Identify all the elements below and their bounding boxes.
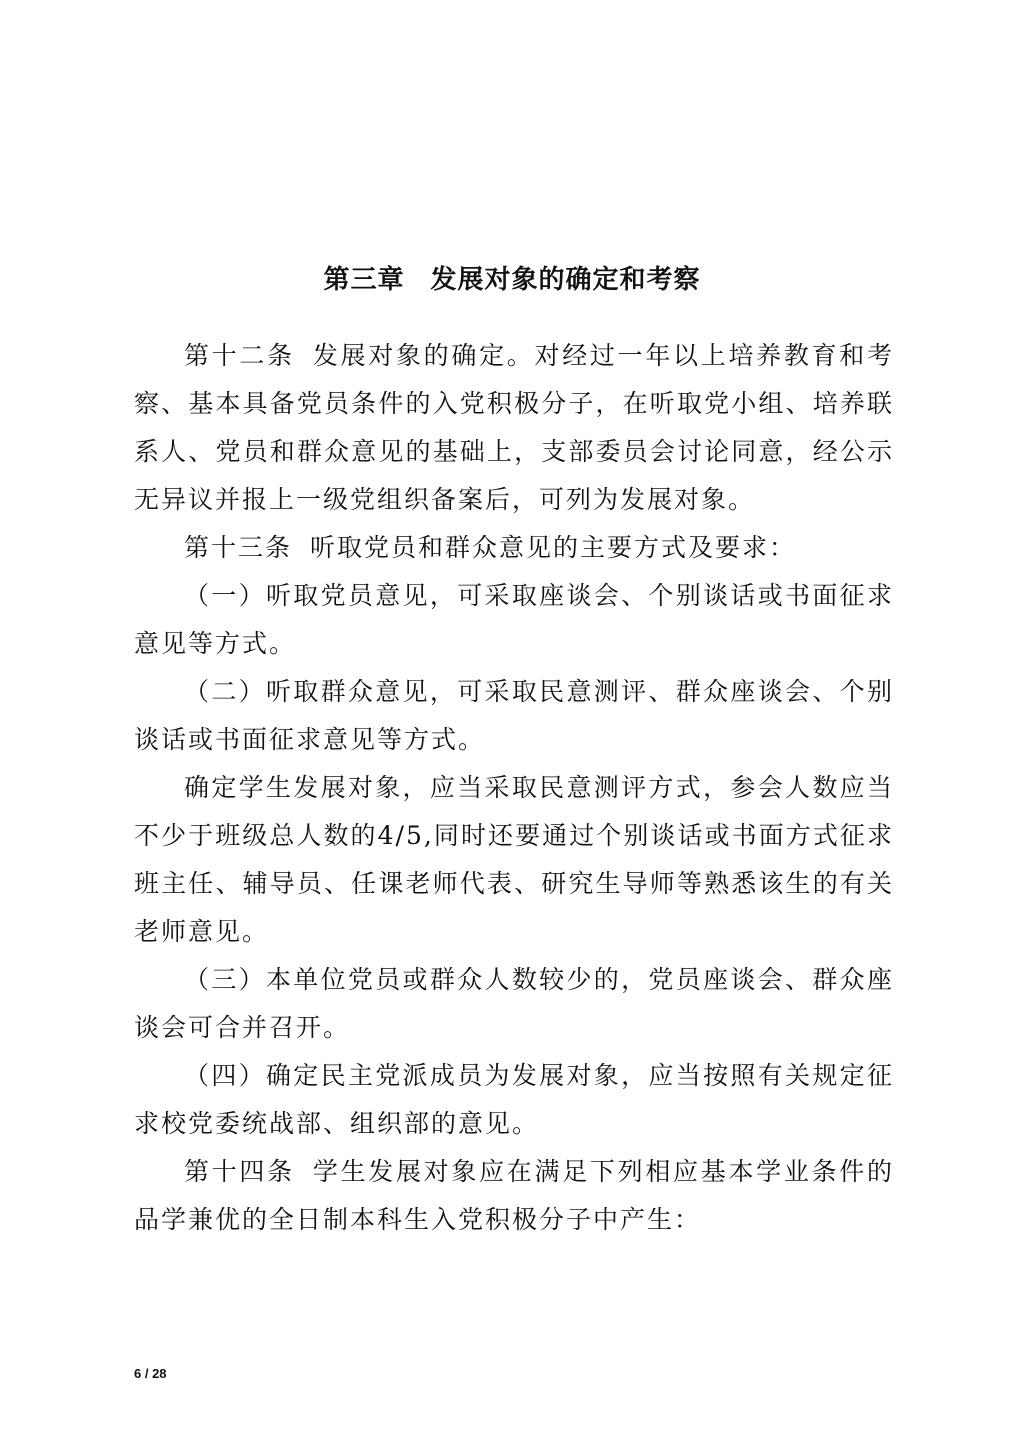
clause-2-paragraph [134, 668, 894, 764]
chapter-title [0, 260, 1024, 300]
article-13-paragraph [134, 524, 894, 572]
page-number: 6 / 28 [134, 1366, 167, 1381]
paragraph-text: 发展对象的确定。对经过一年以上培养教育和考察、基本具备党员条件的入党积极分子，在听取党小组、培养联系人、党员和群众意见的基础上，支部委员会讨论同意，经公示无异议并报上一级党组织备案后，可列为发展对象。 [134, 341, 894, 514]
clause-3-paragraph [134, 956, 894, 1052]
article-14-paragraph [134, 1148, 894, 1244]
article-number: 第十二条 [184, 341, 295, 370]
article-number: 第十三条 [184, 533, 293, 562]
paragraph-text: 听取党员和群众意见的主要方式及要求： [310, 533, 797, 562]
paragraph-text: （一）听取党员意见，可采取座谈会、个别谈话或书面征求意见等方式。 [134, 581, 894, 658]
paragraph-text: （四）确定民主党派成员为发展对象，应当按照有关规定征求校党委统战部、组织部的意见。 [134, 1061, 894, 1138]
paragraph-text: 学生发展对象应在满足下列相应基本学业条件的品学兼优的全日制本科生入党积极分子中产生： [134, 1157, 894, 1234]
chapter-number: 第三章 [323, 264, 405, 295]
paragraph-text: （二）听取群众意见，可采取民意测评、群众座谈会、个别谈话或书面征求意见等方式。 [134, 677, 894, 754]
clause-4-paragraph [134, 1052, 894, 1148]
clause-1-paragraph [134, 572, 894, 668]
article-number: 第十四条 [184, 1157, 295, 1186]
student-requirement-paragraph [134, 764, 894, 956]
paragraph-text: （三）本单位党员或群众人数较少的，党员座谈会、群众座谈会可合并召开。 [134, 965, 894, 1042]
paragraph-text: 确定学生发展对象，应当采取民意测评方式，参会人数应当不少于班级总人数的4/5,同时还要通过个别谈话或书面方式征求班主任、辅导员、任课老师代表、研究生导师等熟悉该生的有关老师意见。 [134, 773, 894, 946]
chapter-heading: 发展对象的确定和考察 [430, 264, 701, 295]
article-12-paragraph [134, 332, 894, 524]
document-body [134, 332, 894, 1244]
